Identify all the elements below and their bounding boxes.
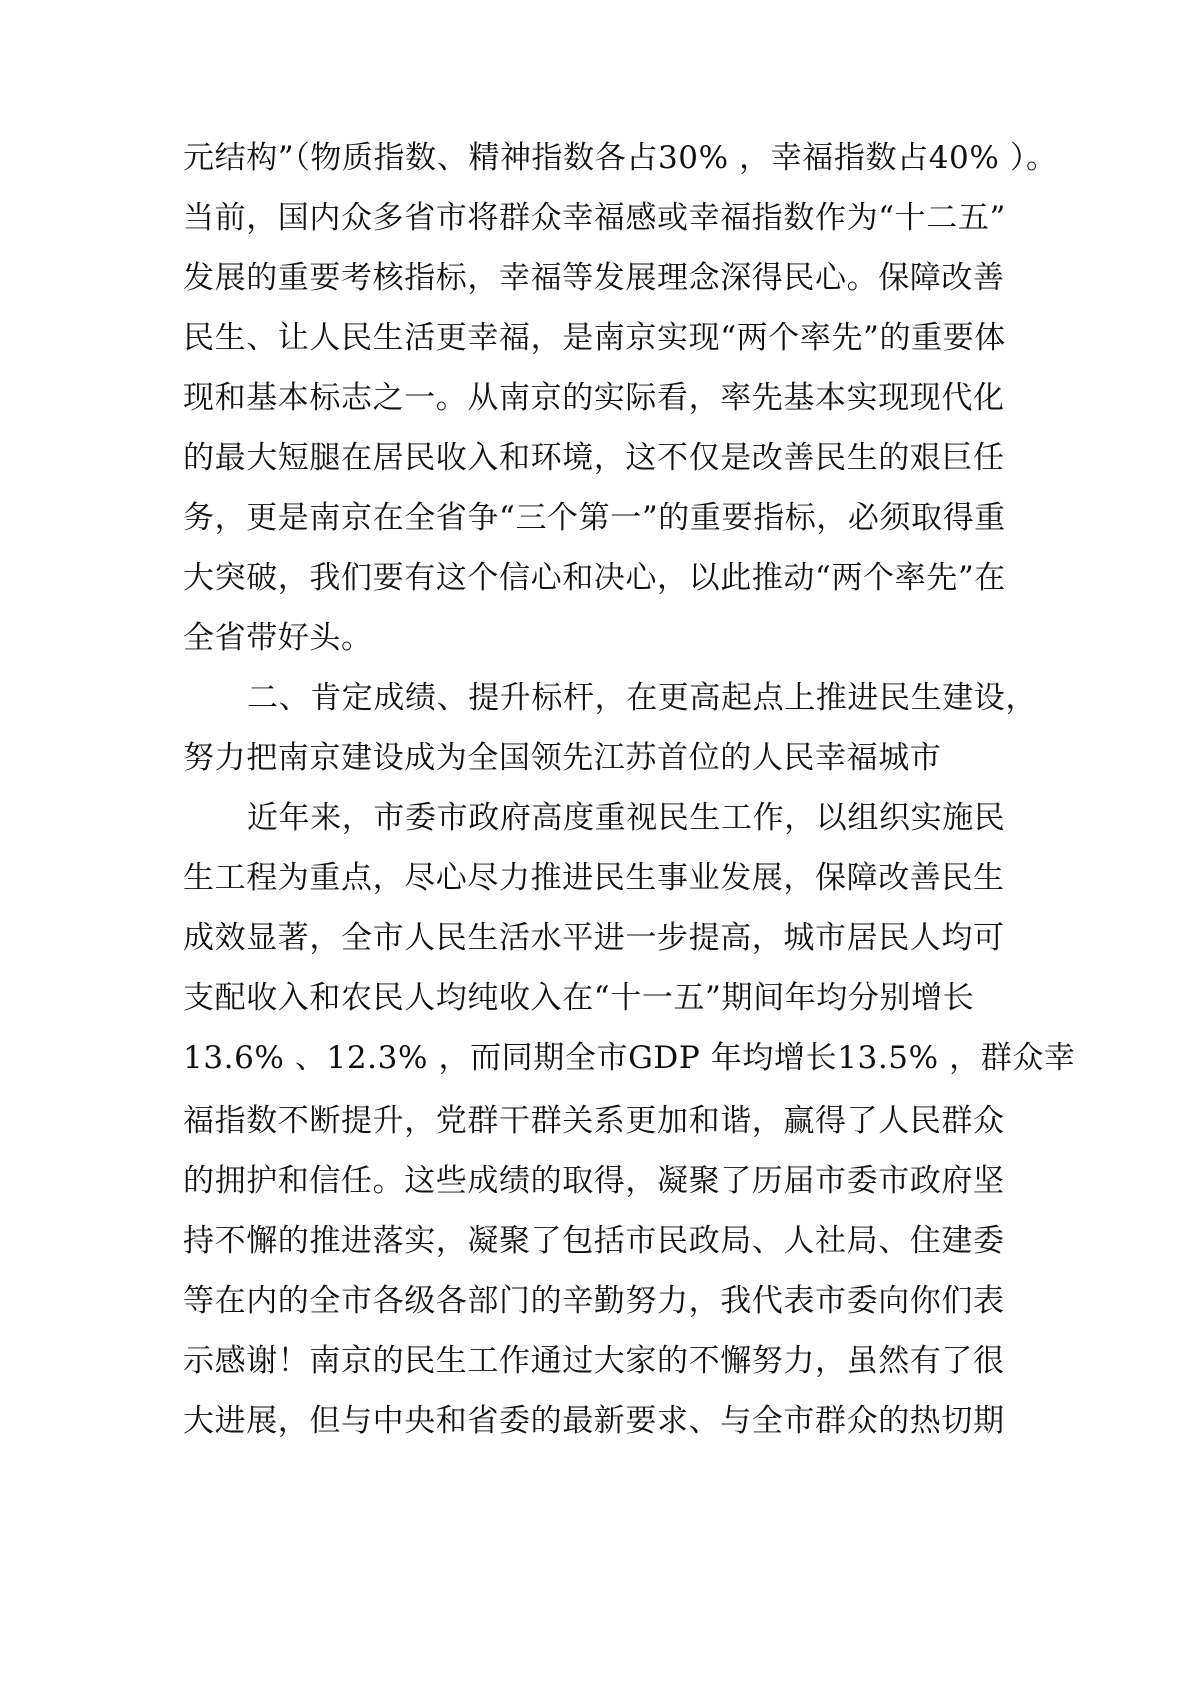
- text-line: 示感谢！南京的民生工作通过大家的不懈努力，虽然有了很: [183, 1343, 1005, 1379]
- text-line: 民生、让人民生活更幸福，是南京实现“两个率先”的重要体: [183, 320, 1006, 356]
- text-line: 现和基本标志之一。从南京的实际看，率先基本实现现代化: [183, 380, 1005, 416]
- section-heading-line: 努力把南京建设成为全国领先江苏首位的人民幸福城市: [183, 740, 942, 776]
- text-line: 成效显著，全市人民生活水平进一步提高，城市居民人均可: [183, 920, 1005, 956]
- section-heading-line: 二、肯定成绩、提升标杆，在更高起点上推进民生建设，: [247, 680, 1037, 716]
- text-line: 大突破，我们要有这个信心和决心，以此推动“两个率先”在: [183, 560, 1006, 596]
- text-line: 近年来，市委市政府高度重视民生工作，以组织实施民: [247, 800, 1006, 836]
- text-line: 生工程为重点，尽心尽力推进民生事业发展，保障改善民生: [183, 860, 1005, 896]
- text-line: 元结构”（物质指数、精神指数各占30% ，幸福指数占40% ）。: [183, 140, 1058, 176]
- text-line: 发展的重要考核指标，幸福等发展理念深得民心。保障改善: [183, 260, 1005, 296]
- text-line: 等在内的全市各级各部门的辛勤努力，我代表市委向你们表: [183, 1283, 1005, 1319]
- text-line: 全省带好头。: [183, 620, 373, 656]
- text-line: 持不懈的推进落实，凝聚了包括市民政局、人社局、住建委: [183, 1223, 1005, 1259]
- text-line: 务，更是南京在全省争“三个第一”的重要指标，必须取得重: [183, 500, 1006, 536]
- text-line: 大进展，但与中央和省委的最新要求、与全市群众的热切期: [183, 1403, 1005, 1439]
- text-line: 13.6% 、12.3% ，而同期全市GDP 年均增长13.5% ，群众幸: [183, 1040, 1076, 1076]
- text-line: 当前，国内众多省市将群众幸福感或幸福指数作为“十二五”: [183, 200, 1006, 236]
- text-line: 的最大短腿在居民收入和环境，这不仅是改善民生的艰巨任: [183, 440, 1005, 476]
- text-line: 福指数不断提升，党群干群关系更加和谐，赢得了人民群众: [183, 1103, 1005, 1139]
- text-line: 支配收入和农民人均纯收入在“十一五”期间年均分别增长: [183, 980, 975, 1016]
- text-line: 的拥护和信任。这些成绩的取得，凝聚了历届市委市政府坚: [183, 1163, 1005, 1199]
